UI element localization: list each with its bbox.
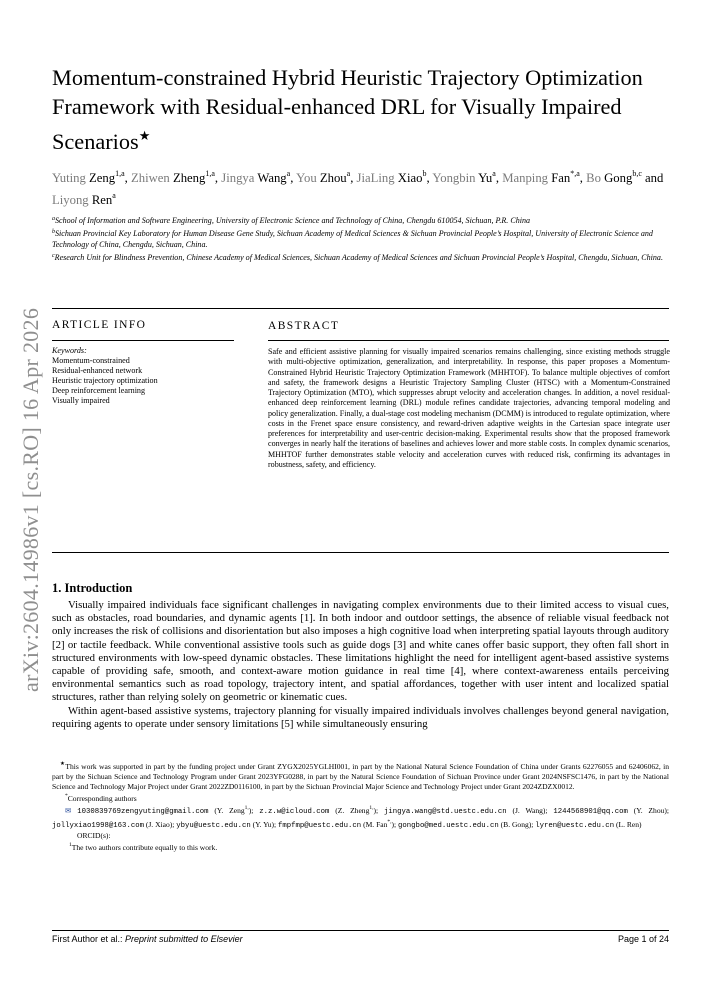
affiliation-text: School of Information and Software Engineering, University of Electronic Science and Technology of China, Chengdu 610054, Sichuan, P.R. China (55, 216, 531, 225)
author-affiliation-mark: b,c (632, 169, 642, 178)
author-first-name: You (296, 171, 317, 185)
author-last-name: Ren (91, 193, 113, 207)
abstract-text: Safe and efficient assistive planning for visually impaired scenarios remains challenging, since existing methods struggle with multi-objective optimization, generalization, and interpretability. In response, this paper proposes a Momentum-Constrained Hybrid Heuristic Trajectory Optimization Framework (MHHTOF). To balance multiple objectives of comfort and safety, the framework designs a Heuristic Trajectory Sampling Cluster (HTSC) with a Momentum-Constrained Trajectory Optimization (MTO), which suppresses abrupt velocity and acceleration changes. In addition, a novel residual-enhanced deep reinforcement learning (DRL) module refines candidate trajectories, advancing temporal modeling and policy generalization. Finally, a dual-stage cost modeling mechanism (DCMM) is introduced to regulate optimization, where costs in the Frenet space ensure consistency, and reward-driven adaptive weights in the Cartesian space integrate user preferences for interpretability and user-centric decision-making. Experimental results show that the proposed framework converges in nearly half the iterations of baselines and achieves lower and more stable costs. In complex dynamic scenarios, MHHTOF further demonstrates stable velocity and acceleration curves with reduced risk, confirming its advantages in robustness, safety, and efficiency. (268, 347, 670, 469)
email-owner-close: ); (248, 805, 254, 815)
author-affiliation-mark: a (286, 169, 291, 178)
footer-authors: First Author et al.: (52, 934, 126, 944)
email-owner-mark: 1, (244, 804, 249, 811)
email-address: z.z.w@icloud.com (259, 807, 330, 816)
header-rule (52, 308, 669, 309)
author-affiliation-mark: 1,a (115, 169, 125, 178)
affiliation-entry (52, 251, 680, 264)
author-name (586, 171, 642, 185)
email-address: jingya.wang@std.uestc.edu.cn (383, 807, 507, 816)
email-address: jollyxiao1998@163.com (52, 821, 144, 830)
author-name (296, 171, 350, 185)
footnotes (52, 760, 669, 853)
author-last-name: Zheng (172, 171, 206, 185)
intro-paragraph: Visually impaired individuals face significant challenges in navigating complex environments due to their limited access to visual cues, such as obstacles, road boundaries, and dynamic agents [1]. In both indoor and outdoor settings, the absence of reliable visual feedback not only increases the risk of collisions and disorientation but also imposes a high cognitive load when interpreting spatial layouts through auditory [2] or tactile feedback. While conventional assistive tools such as guide dogs [3] and white canes offer basic support, they often fall short in structured environments with low-speed dynamic obstacles. These limitations highlight the need for intelligent agent-based assistive systems capable of providing safe, smooth, and context-aware motion guidance in real time [4], where context-awareness entails perceiving environmental semantics such as road topology, trajectory intent, and spatial affordances, together with user intent and localized spatial structures, rather than relying solely on geometric or kinematic cues. (52, 599, 669, 704)
author-affiliation-mark: a (346, 169, 351, 178)
envelope-icon: ✉ (65, 805, 72, 815)
email-owner-mark: *, (387, 818, 392, 825)
author-last-name: Gong (604, 171, 633, 185)
page-footer-left (52, 934, 243, 944)
corresponding-note (52, 792, 669, 804)
author-first-name: Jingya (221, 171, 255, 185)
email-owner: (M. Fan (363, 819, 388, 829)
affiliation-entry (52, 227, 680, 250)
affiliation-text: Sichuan Provincial Key Laboratory for Human Disease Gene Study, Sichuan Academy of Medical Sciences & Sichuan Provincial People’s Hospital, University of Electronic Science and Technology of China, Chengdu, Sichuan, China. (52, 229, 653, 249)
keywords-block (52, 346, 252, 406)
keyword-item: Visually impaired (52, 396, 110, 405)
keywords-label: Keywords: (52, 346, 87, 355)
equal-mark: 1 (69, 842, 72, 849)
email-owner: (Z. Zheng (335, 805, 370, 815)
author-affiliation-mark: b (422, 169, 427, 178)
title-text: Momentum-constrained Hybrid Heuristic Trajectory Optimization Framework with Residual-enhanced DRL for Visually Impaired Scenarios (52, 65, 643, 154)
email-owner: (Y. Zeng (214, 805, 245, 815)
author-name (131, 171, 215, 185)
email-address: 1244568901@qq.com (553, 807, 628, 816)
affiliation-mark: b (52, 229, 55, 236)
email-footnote (52, 804, 669, 832)
author-last-name: Zeng (89, 171, 116, 185)
keyword-item: Deep reinforcement learning (52, 386, 146, 395)
author-first-name: JiaLing (356, 171, 395, 185)
author-name (432, 171, 496, 185)
paper-title (52, 63, 682, 156)
email-address: lyren@uestc.edu.cn (535, 821, 615, 830)
author-list: Yuting Zeng$^{1,a}$, Zhiwen Zheng$^{1,a}$, Jingya Wang$^a$, You Zhou$^a$, JiaLing Xiao$^b$, Yongbin Yu$^a$, Manping Fan$^{*,a}$, Bo Gong$^{b,c}$ and Liyong Ren$^a$ (52, 169, 664, 207)
keyword-item: Residual-enhanced network (52, 366, 143, 375)
email-owner-close: ); (373, 805, 379, 815)
author-affiliation-mark: 1,a (205, 169, 215, 178)
abstract-heading: ABSTRACT (268, 320, 340, 332)
author-first-name: Liyong (52, 193, 89, 207)
author-affiliation-mark: a (112, 191, 116, 200)
author-last-name: Zhou (319, 171, 347, 185)
affiliation-text: Research Unit for Blindness Prevention, Chinese Academy of Medical Sciences, Sichuan Academy of Medical Sciences and Sichuan Provincial People’s Hospital, Chengdu, Sichuan, China. (54, 252, 663, 262)
author-affiliation-mark: *,a (570, 169, 580, 178)
affiliation-mark: a (52, 216, 55, 222)
equal-contribution-note (52, 841, 669, 853)
page-number: Page 1 of 24 (617, 934, 669, 944)
email-address: ybyu@uestc.edu.cn (176, 821, 251, 830)
email-owner: (J. Wang); (512, 805, 548, 815)
email-owner: (Y. Yu); (252, 819, 277, 829)
author-first-name: Manping (502, 171, 549, 185)
corresponding-text: Corresponding authors (67, 793, 137, 803)
author-last-name: Yu (478, 171, 493, 185)
article-info-rule (52, 340, 234, 341)
author-name (502, 171, 580, 185)
author-name (357, 171, 427, 185)
email-owner: (B. Gong); (500, 819, 534, 829)
arxiv-identifier-stamp: arXiv:2604.14986v1 [cs.RO] 16 Apr 2026 (18, 307, 43, 692)
author-first-name: Bo (586, 171, 601, 185)
email-owner: (Y. Zhou); (633, 805, 669, 815)
keyword-item: Heuristic trajectory optimization (52, 376, 158, 385)
affiliation-mark: c (52, 252, 55, 259)
affiliations (52, 214, 680, 264)
footer-preprint-note: Preprint submitted to Elsevier (125, 934, 243, 944)
author-last-name: Fan (551, 171, 571, 185)
author-first-name: Zhiwen (131, 171, 170, 185)
author-name (52, 193, 116, 207)
email-address: 1030839769zengyuting@gmail.com (77, 807, 209, 816)
article-info-heading: ARTICLE INFO (52, 319, 147, 331)
author-affiliation-mark: a (492, 169, 496, 178)
abstract-rule (268, 340, 669, 341)
funding-footnote (52, 760, 669, 792)
email-owner: (J. Xiao); (145, 819, 175, 829)
title-star-mark: ★ (138, 128, 151, 143)
author-last-name: Wang (257, 171, 287, 185)
email-owner-mark: 1, (369, 804, 374, 811)
orcid-note: ORCID(s): (77, 831, 111, 841)
email-address: fmpfmp@uestc.edu.cn (277, 821, 362, 830)
front-matter-rule (52, 552, 669, 553)
author-first-name: Yongbin (432, 171, 476, 185)
footer-rule (52, 930, 669, 931)
equal-text: The two authors contribute equally to this work. (71, 843, 218, 853)
author-last-name: Xiao (397, 171, 423, 185)
author-name (52, 171, 125, 185)
author-first-name: Yuting (52, 171, 86, 185)
corresponding-star: * (65, 792, 68, 799)
email-address: gongbo@med.uestc.edu.cn (398, 821, 499, 830)
introduction-body (52, 599, 669, 731)
author-name (221, 171, 290, 185)
email-owner-close: ); (391, 819, 397, 829)
footnote-star: ★ (60, 761, 66, 767)
introduction-heading: 1. Introduction (52, 581, 133, 595)
email-owner: (L. Ren) (615, 819, 642, 829)
affiliation-entry (52, 214, 680, 227)
funding-text: This work was supported in part by the funding project under Grant ZYGX2025YGLHI001, in part by the National Natural Science Foundation of China under Grants 62276055 and 62406062, in part by the Sichuan Science and Technology Program under Grant 2023YFG0288, in part by the Natural Science Foundation of Sichuan Province under Grant 2024NSFSC1476, in part by the National Science and Technology Major Project under Grant 2022ZD0116100, in part by the Sichuan Provincial Major Science and Technology Project under Grant 2024ZDZX0012. (52, 762, 670, 791)
keyword-item: Momentum-constrained (52, 356, 130, 365)
intro-paragraph: Within agent-based assistive systems, trajectory planning for visually impaired individuals involves challenges beyond general navigation, requiring agents to operate under sensory limitations [5] while simultaneously ensuring (52, 704, 669, 730)
